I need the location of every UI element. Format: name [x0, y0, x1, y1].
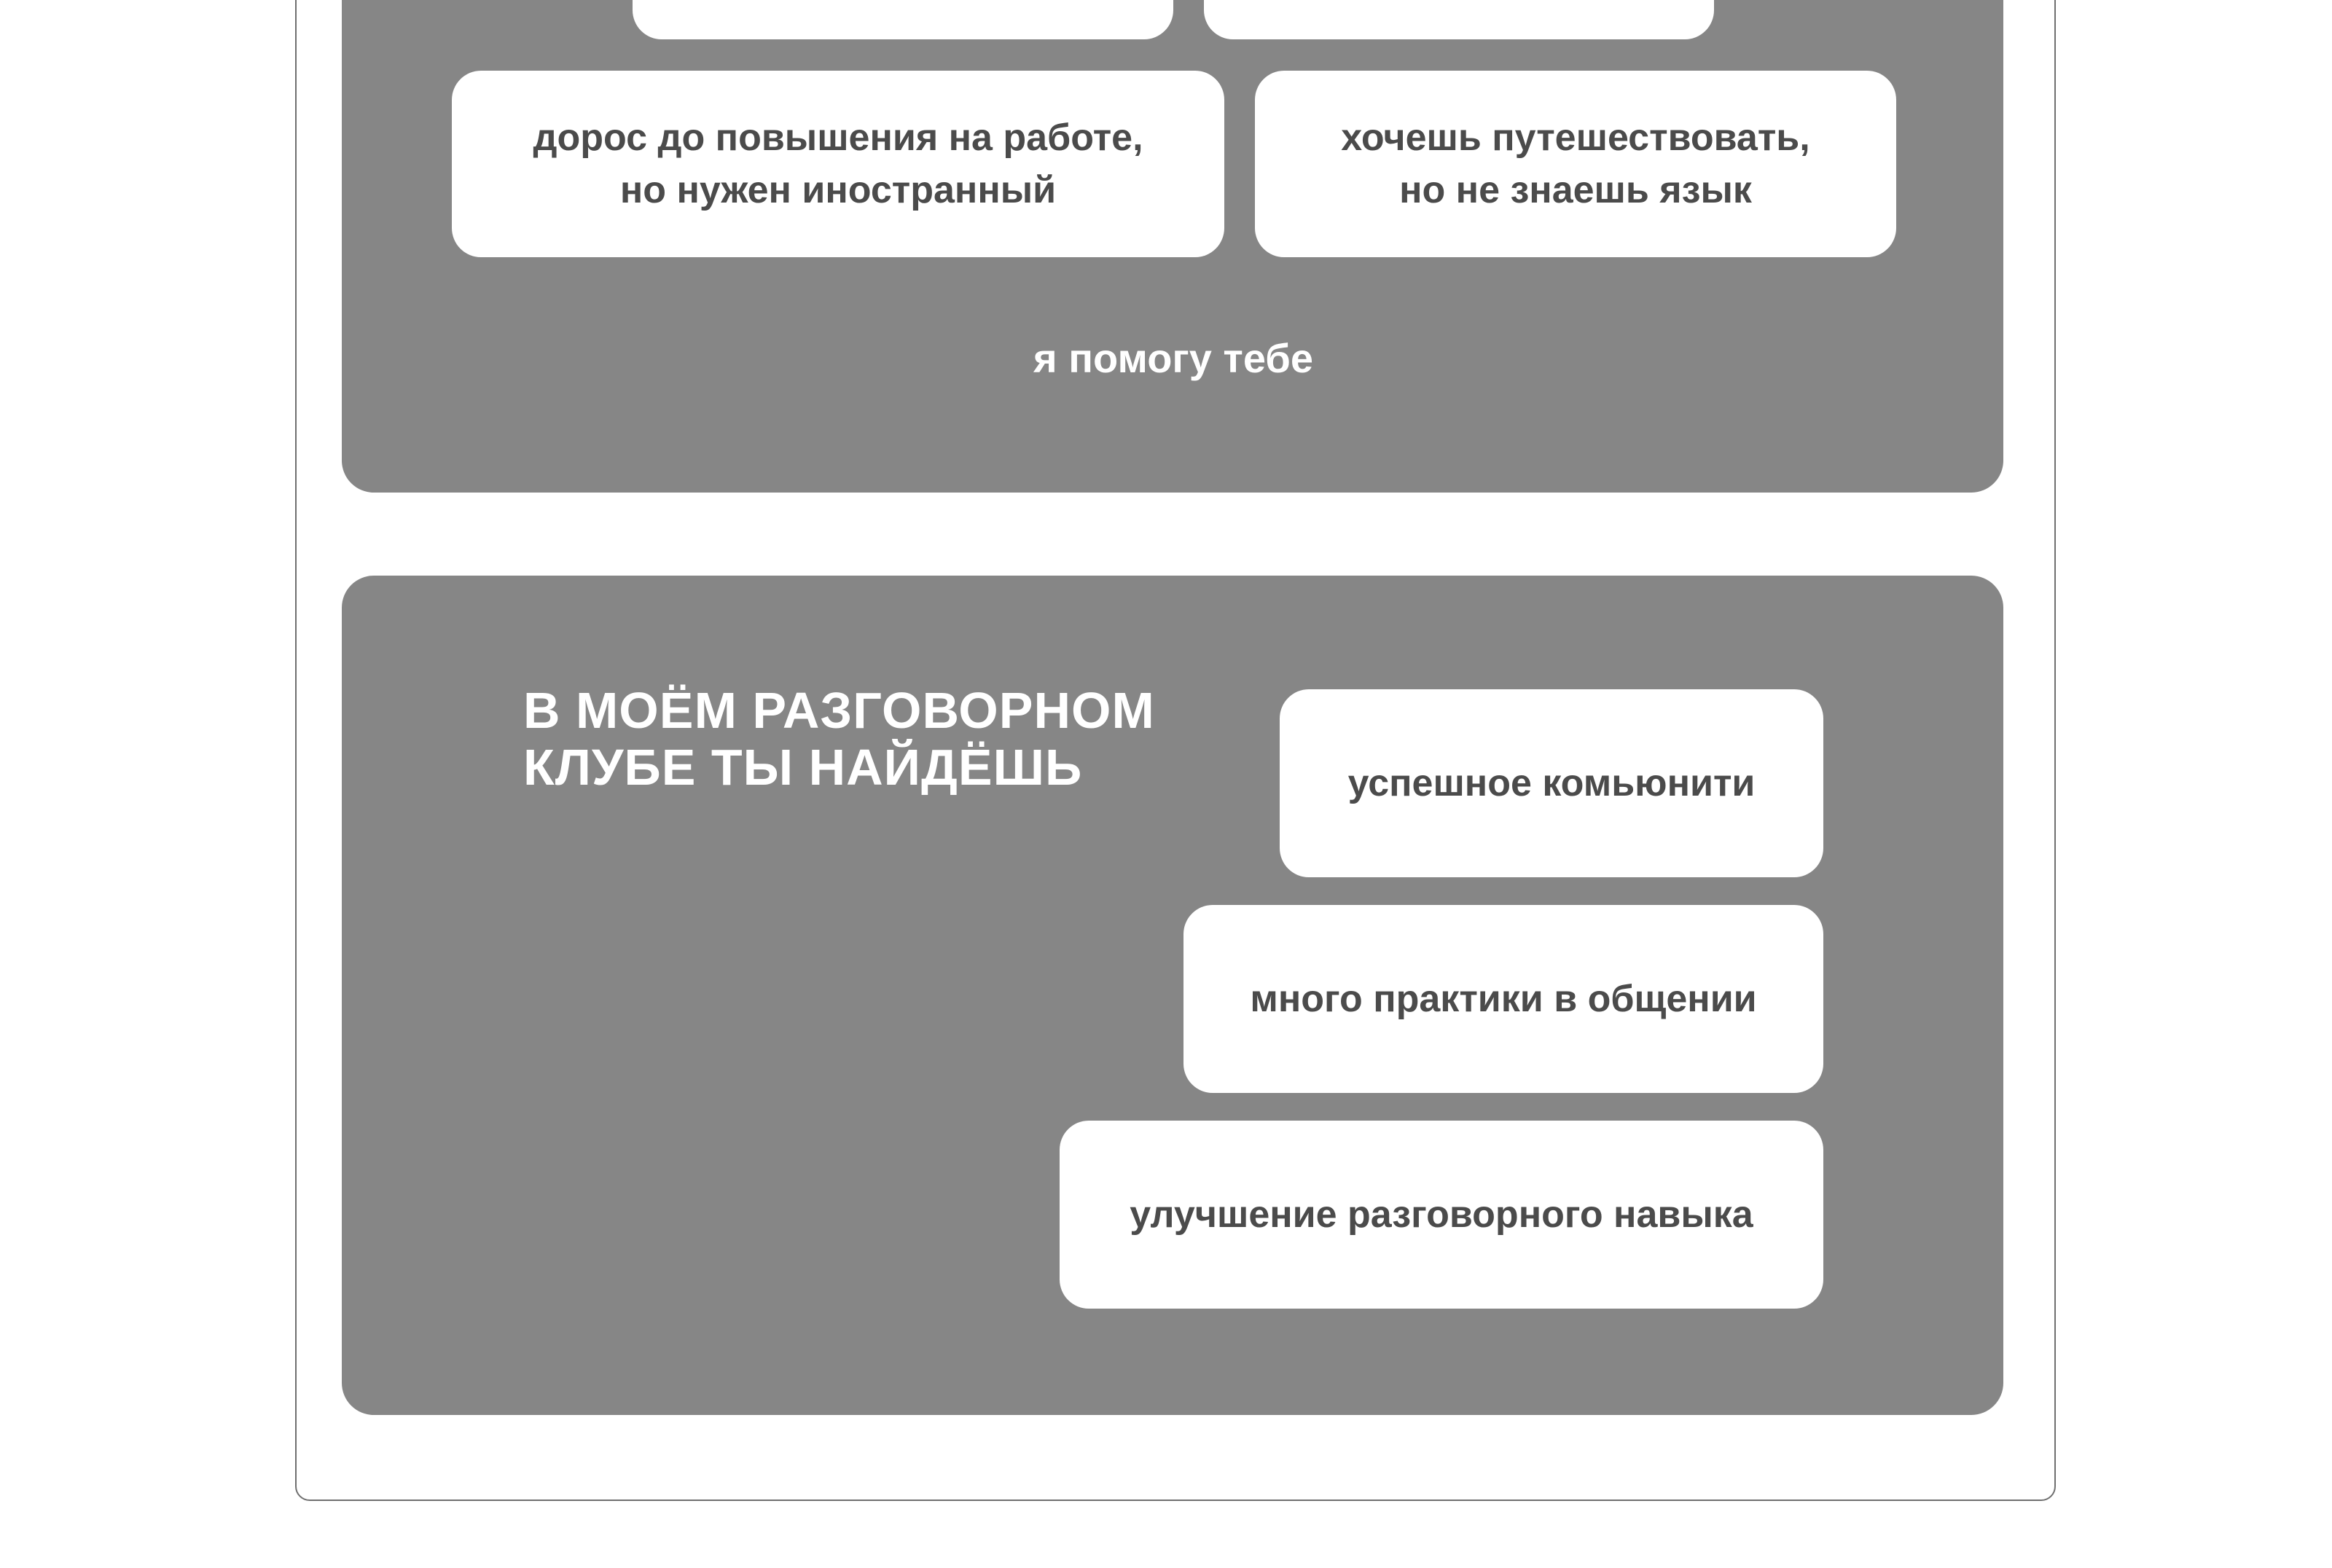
situation-card-promotion: дорос до повышения на работе, но нужен иностранный: [452, 71, 1224, 257]
benefit-card-community: успешное комьюнити: [1280, 689, 1823, 877]
situation-card-partial: [1204, 0, 1714, 39]
benefit-card-skill: улучшение разговорного навыка: [1060, 1121, 1823, 1309]
club-heading: В МОЁМ РАЗГОВОРНОМ КЛУБЕ ТЫ НАЙДЁШЬ: [523, 682, 1155, 796]
benefit-card-practice: много практики в общении: [1183, 905, 1823, 1093]
situation-card-travel: хочешь путешествовать, но не знаешь язык: [1255, 71, 1896, 257]
help-text: я помогу тебе: [1033, 335, 1313, 381]
situation-card-partial: [633, 0, 1173, 39]
